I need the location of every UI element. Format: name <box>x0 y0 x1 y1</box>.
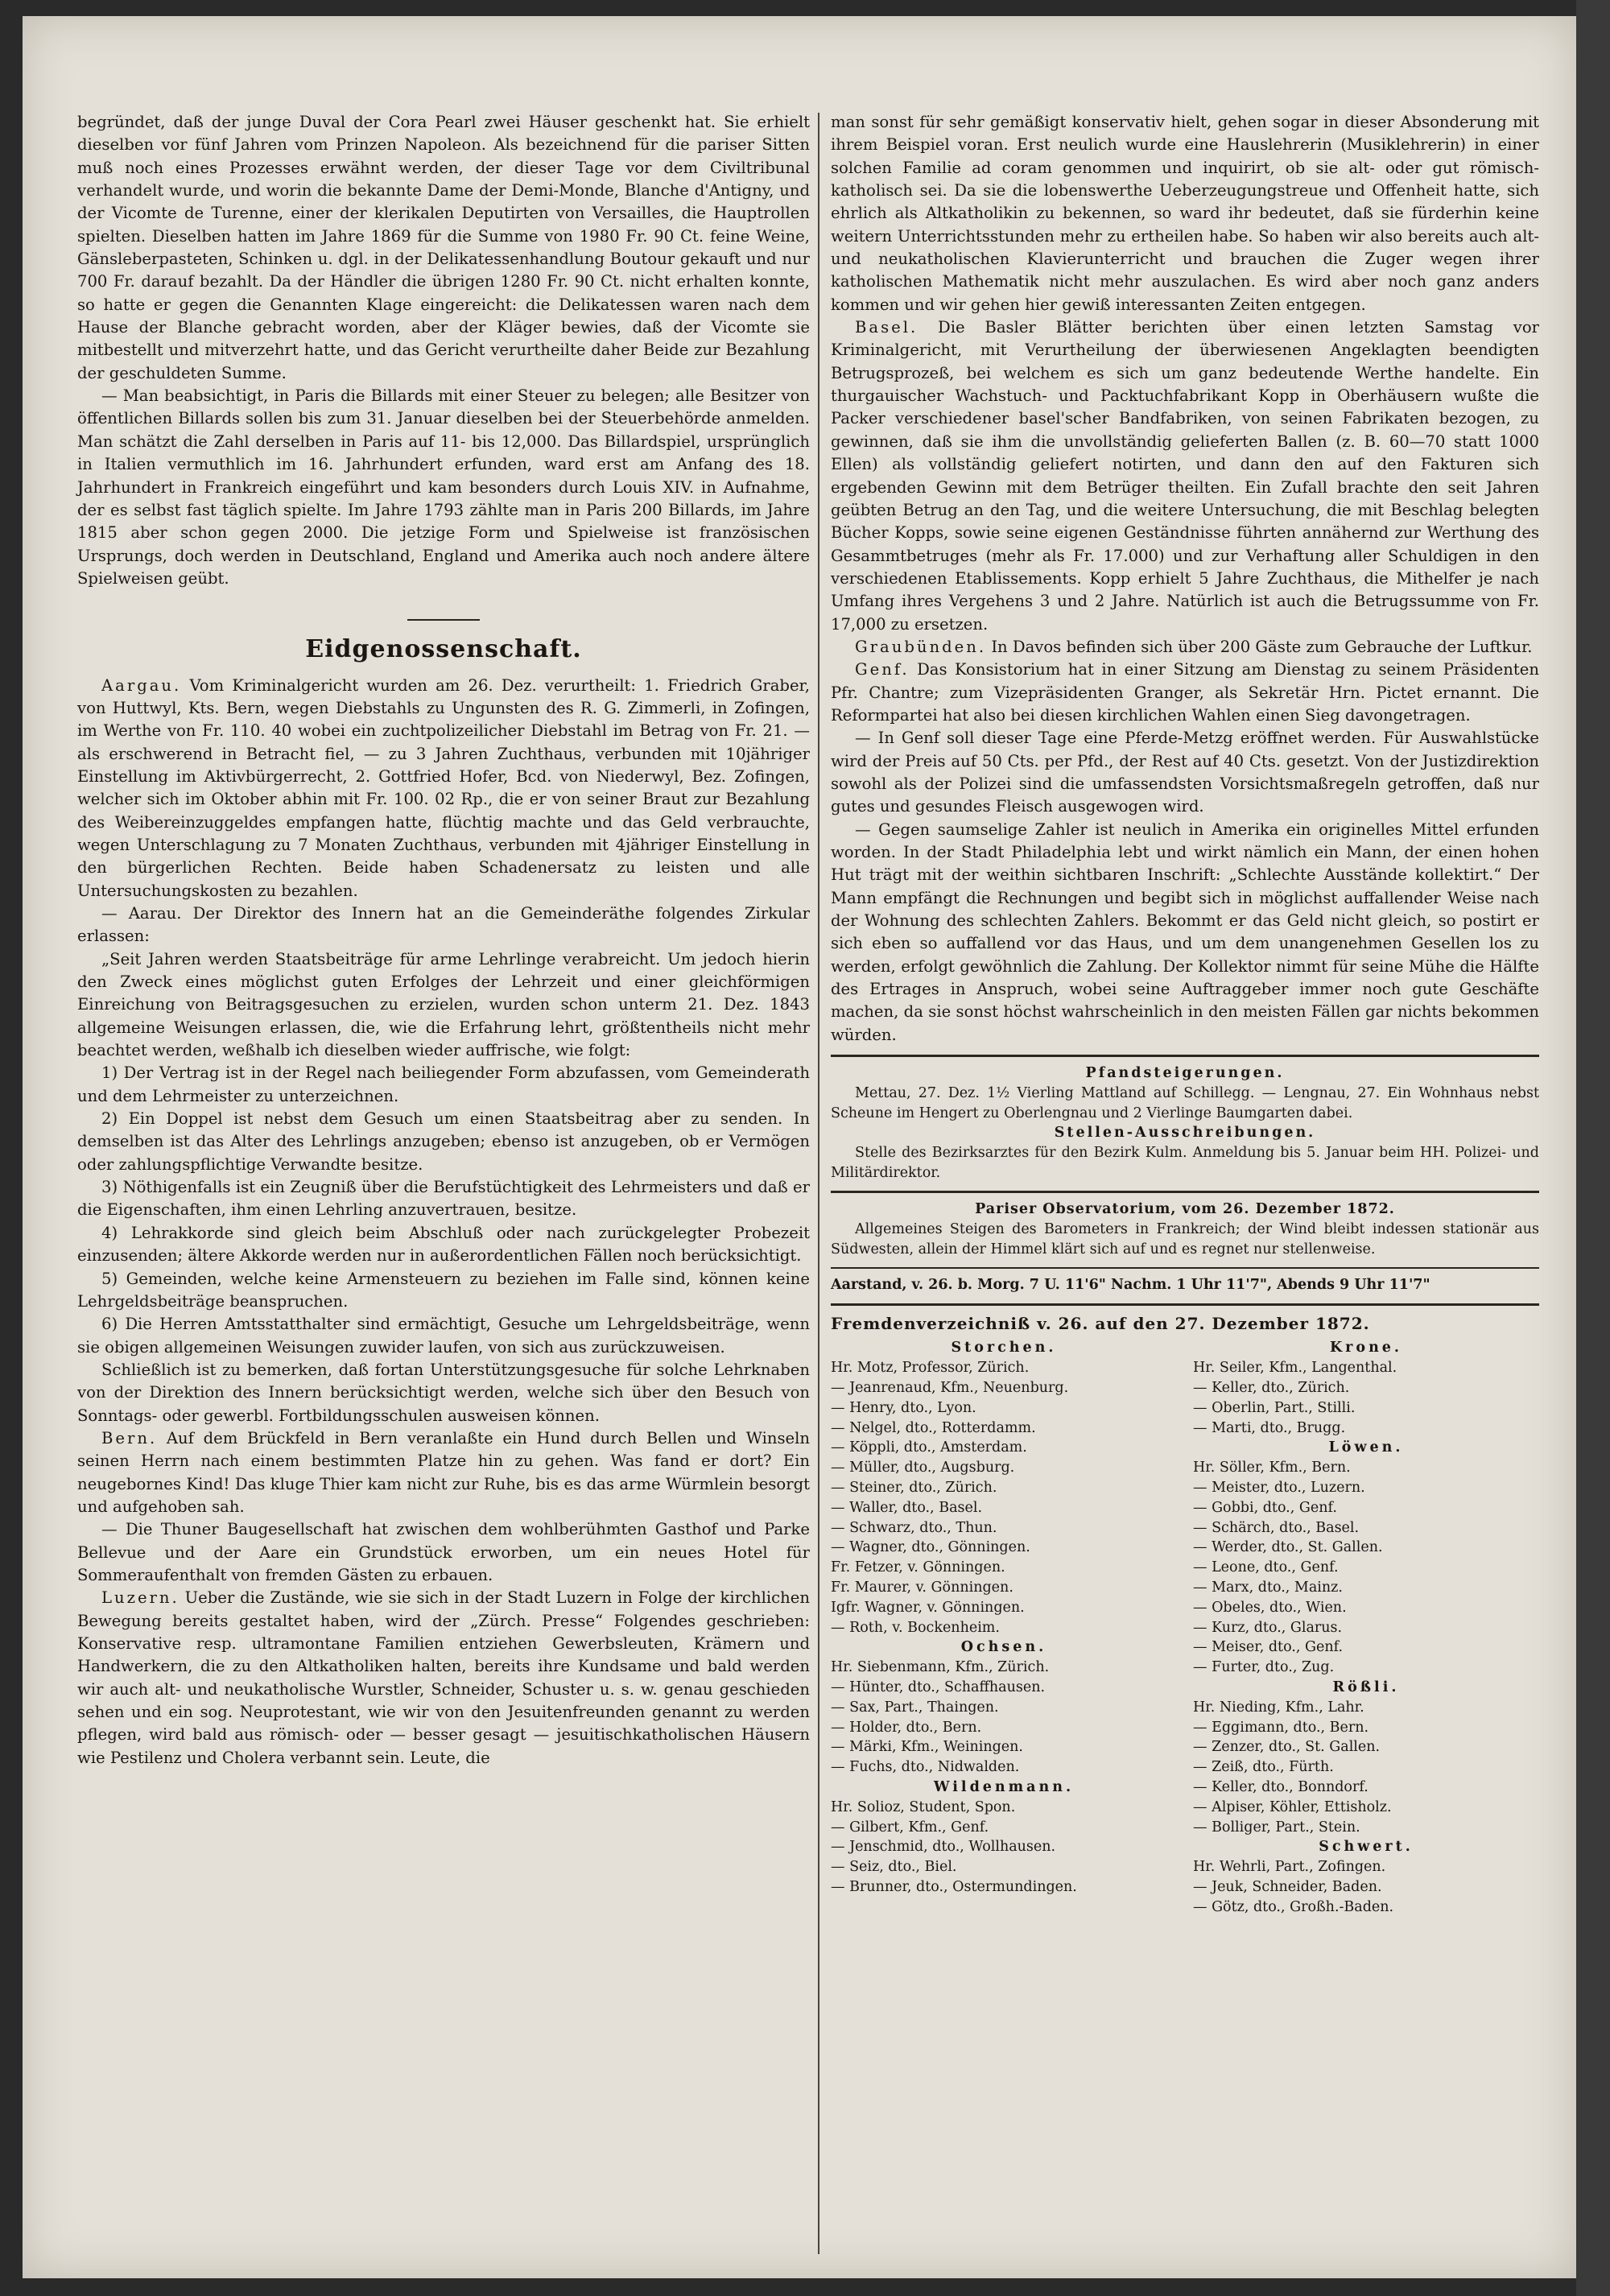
place-genf: Genf. <box>855 660 910 679</box>
guest-entry: — Oberlin, Part., Stilli. <box>1193 1399 1356 1416</box>
luzern-article: Luzern. Ueber die Zustände, wie sie sich in der Stadt Luzern in Folge der kirchlichen Bewegung bereits gestaltet haben, wird der „Zürch. Presse“ Folgendes geschrieben: Konservative resp. ultramontane Familien entziehen Gewerbsleuten, Krämern und Handwerkern, die zu den Altkatholiken halten, bereits ihre Kundsame und bald werden wir auch alt- und neukatholische Wurstler, Schneider, Schuster u. s. w. genau geschieden sehen und ein sog. Neuprotestant, wie wir von den Jesuitenfreunden genannt zu werden pflegen, wird bald aus römisch- oder — besser gesagt — jesuitischkatholischen Häusern wie Pestilenz und Cholera verbannt sein. Leute, die <box>77 1588 810 1767</box>
hotel-heading: Krone. <box>1329 1340 1403 1357</box>
graubuenden-article: Graubünden. In Davos befinden sich über 200 Gäste zum Gebrauche der Luftkur. <box>855 637 1533 656</box>
hotel-heading: Schwert. <box>1319 1839 1414 1856</box>
guest-entry: — Werder, dto., St. Gallen. <box>1193 1539 1383 1556</box>
guest-entry: Hr. Solioz, Student, Spon. <box>831 1798 1016 1815</box>
guest-entry: Hr. Seiler, Kfm., Langenthal. <box>1193 1360 1397 1377</box>
guest-entry: — Steiner, dto., Zürich. <box>831 1480 997 1497</box>
aarau-intro: — Aarau. Der Direktor des Innern hat an die Gemeinderäthe folgendes Zirkular erlassen: <box>77 904 810 946</box>
hotel-heading: Rößli. <box>1332 1679 1400 1696</box>
scan-edge <box>1576 0 1610 2296</box>
newspaper-page <box>23 16 1576 2278</box>
guest-entry: — Schärch, dto., Basel. <box>1193 1519 1360 1536</box>
guest-entry: — Seiz, dto., Biel. <box>831 1859 957 1876</box>
guest-entry: Fr. Fetzer, v. Gönningen. <box>831 1559 1005 1576</box>
rule-aarstand <box>831 1267 1539 1269</box>
hotel-heading: Storchen. <box>951 1340 1057 1357</box>
rule-pfand <box>831 1055 1539 1057</box>
circular-closing: Schließlich ist zu bemerken, daß fortan Unterstützungsgesuche für solche Lehrknaben von der Direktion des Innern berücksichtigt werden, welche sich über den Besuch von Sonntags- oder gewerbl. Fortbildungsschulen ausweisen können. <box>77 1360 810 1425</box>
guest-entry: — Zeiß, dto., Fürth. <box>1193 1759 1334 1776</box>
guest-entry: Fr. Maurer, v. Gönningen. <box>831 1580 1013 1596</box>
billard-article: — Man beabsichtigt, in Paris die Billards mit einer Steuer zu belegen; alle Besitzer von öffentlichen Billards sollen bis zum 31. Januar dieselben bei der Steuerbehörde anmelden. Man schätzt die Zahl derselben in Paris auf 11- bis 12,000. Das Billardspiel, ursprünglich in Italien vermuthlich im 16. Jahrhundert erfunden, ward erst am Anfang des 18. Jahrhundert in Frankreich eingeführt und kam besonders durch Louis XIV. in Aufnahme, der es selbst fast täglich spielte. Im Jahre 1793 zählte man in Paris 200 Billards, im Jahre 1815 aber schon gegen 2000. Die jetzige Form und Spielweise ist französischen Ursprungs, doch werden in Deutschland, England und Amerika auch noch andere ältere Spielweisen geübt. <box>77 386 810 588</box>
circular-item-6: 6) Die Herren Amtsstatthalter sind ermächtigt, Gesuche um Lehrgeldsbeiträge, wenn sie obigen allgemeinen Weisungen zuwider laufen, von sich aus zurückzuweisen. <box>77 1315 810 1357</box>
guest-entry: — Köppli, dto., Amsterdam. <box>831 1439 1027 1456</box>
guest-entry: — Kurz, dto., Glarus. <box>1193 1619 1343 1636</box>
place-aargau: Aargau. <box>101 675 182 695</box>
circular-item-5: 5) Gemeinden, welche keine Armensteuern zu beziehen im Falle sind, können keine Lehrgeldsbeiträge beanspruchen. <box>77 1269 810 1311</box>
circular-text: „Seit Jahren werden Staatsbeiträge für arme Lehrlinge verabreicht. Um jedoch hierin den Zweck eines möglichst guten Erfolges der Lehrzeit und einer gleichförmigen Einreichung von Beitragsgesuchen zu erzielen, wurden schon unterm 21. Dez. 1843 allgemeine Weisungen erlassen, die, wie die Erfahrung lehrt, größtentheils nicht mehr beachtet werden, weßhalb ich dieselben wieder auffrische, wie folgt: <box>77 949 810 1060</box>
observatorium-text: Allgemeines Steigen des Barometers in Frankreich; der Wind bleibt indessen stationär aus Südwesten, allein der Himmel klärt sich auf und es regnet nur stellenweise. <box>831 1221 1539 1257</box>
genf-metzg-article: — In Genf soll dieser Tage eine Pferde-Metzg eröffnet werden. Für Auswahlstücke wird der Preis auf 50 Cts. per Pfd., der Rest auf 40 Cts. gesetzt. Von der Justizdirektion sowohl als der Polizei sind die umfassendsten Vorsichtsmaßregeln getroffen, daß nur gutes und gesundes Fleisch ausgewogen wird. <box>831 729 1539 816</box>
circular-item-2: 2) Ein Doppel ist nebst dem Gesuch um einen Staatsbeitrag aber zu senden. In demselben ist das Alter des Lehrlings anzugeben; ebenso ist anzugeben, ob er Vermögen oder zahlungspflichtige Verwandte besitze. <box>77 1109 810 1174</box>
guest-entry: — Leone, dto., Genf. <box>1193 1559 1339 1576</box>
hotel-heading: Ochsen. <box>960 1639 1047 1656</box>
guest-entry: Hr. Wehrli, Part., Zofingen. <box>1193 1859 1386 1876</box>
guest-entry: — Nelgel, dto., Rotterdamm. <box>831 1419 1036 1436</box>
guest-entry: — Bolliger, Part., Stein. <box>1193 1819 1360 1836</box>
guest-entry: — Wagner, dto., Gönningen. <box>831 1539 1030 1556</box>
guest-entry: — Sax, Part., Thaingen. <box>831 1699 999 1716</box>
guest-entry: Hr. Söller, Kfm., Bern. <box>1193 1460 1351 1476</box>
circular-item-3: 3) Nöthigenfalls ist ein Zeugniß über die Berufstüchtigkeit des Lehrmeisters und daß er die Eigenschaften, ihm einen Lehrling anzuvertrauen, besitze. <box>77 1178 810 1220</box>
guest-entry: — Keller, dto., Bonndorf. <box>1193 1779 1368 1795</box>
guest-entry: — Brunner, dto., Ostermundingen. <box>831 1878 1077 1895</box>
guest-entry: — Jenschmid, dto., Wollhausen. <box>831 1839 1056 1856</box>
hotel-heading: Wildenmann. <box>933 1779 1075 1795</box>
guest-entry: — Zenzer, dto., St. Gallen. <box>1193 1739 1381 1756</box>
guest-entry: — Hünter, dto., Schaffhausen. <box>831 1679 1046 1696</box>
bern-article: Bern. Auf dem Brückfeld in Bern veranlaßte ein Hund durch Bellen und Winseln seinen Herrn nach einem bestimmten Platze hin zu gehen. Was fand er dort? Ein neugebornes Kind! Das kluge Thier kam nicht zur Ruhe, bis es das arme Würmlein besorgt und aufgehoben sah. <box>77 1428 810 1516</box>
rule-fremden <box>831 1303 1539 1306</box>
guest-entry: — Gilbert, Kfm., Genf. <box>831 1819 989 1836</box>
guest-entry: — Henry, dto., Lyon. <box>831 1399 976 1416</box>
place-luzern: Luzern. <box>101 1588 180 1608</box>
guest-entry: — Keller, dto., Zürich. <box>1193 1380 1350 1397</box>
fremdenverzeichnis-title: Fremdenverzeichniß v. 26. auf den 27. Dezember 1872. <box>831 1314 1370 1334</box>
guest-entry: — Alpiser, Köhler, Ettisholz. <box>1193 1798 1392 1815</box>
right-column <box>831 111 1539 1918</box>
basel-article: Basel. Die Basler Blätter berichten über einen letzten Samstag vor Kriminalgericht, mit Verurtheilung der überwiesenen Angeklagten beendigten Betrugsprozeß, bei welchem es sich um ganz bedeutende Werthe handelte. Ein thurgauischer Wachstuch- und Packtuchfabrikant Kopp in Oberhäusern wußte die Packer verschiedener basel'scher Bandfabriken, von seinen Fabrikaten bezogen, zu gewinnen, daß sie ihm die unvollständig gelieferten Ballen (z. B. 60—70 statt 1000 Ellen) als vollständig geliefert notirten, und dann den auf den Fakturen sich ergebenden Gewinn mit dem Betrüger theilten. Ein Zufall brachte den seit Jahren geübten Betrug an den Tag, und die weitere Untersuchung, die mit Beschlag belegten Bücher Kopps, sowie seine eigenen Geständnisse führten annähernd zur Werthung des Gesammtbetruges (mehr als Fr. 17.000) und zur Verhaftung aller Schuldigen in den verschiedenen Etablissements. Kopp erhielt 5 Jahre Zuchthaus, die Mithelfer je nach Umfang ihres Vergehens 3 und 2 Jahre. Natürlich ist auch die Betrugssumme von Fr. 17,000 zu ersetzen. <box>831 318 1539 634</box>
guest-entry: Hr. Siebenmann, Kfm., Zürich. <box>831 1659 1050 1676</box>
guest-entry: — Gobbi, dto., Genf. <box>1193 1499 1337 1516</box>
guest-entry: — Waller, dto., Basel. <box>831 1499 983 1516</box>
fremdenverzeichnis <box>831 1338 1539 1917</box>
circular-item-1: 1) Der Vertrag ist in der Regel nach beiliegender Form abzufassen, vom Gemeinderath und dem Lehrmeister zu unterzeichnen. <box>77 1063 810 1105</box>
place-bern: Bern. <box>101 1428 158 1447</box>
guest-entry: — Fuchs, dto., Nidwalden. <box>831 1759 1020 1776</box>
guest-entry: — Jeuk, Schneider, Baden. <box>1193 1878 1382 1895</box>
fremden-list-left <box>831 1338 1177 1917</box>
fremden-list-right <box>1193 1338 1539 1917</box>
guest-entry: Igfr. Wagner, v. Gönningen. <box>831 1599 1025 1616</box>
guest-entry: — Furter, dto., Zug. <box>1193 1659 1335 1676</box>
thun-article: — Die Thuner Baugesellschaft hat zwischen dem wohlberühmten Gasthof und Parke Bellevue und der Aare ein Grundstück erworben, um ein neues Hotel für Sommeraufenthalt von fremden Gästen zu erbauen. <box>77 1520 810 1584</box>
guest-entry: — Meister, dto., Luzern. <box>1193 1480 1365 1497</box>
guest-entry: — Meiser, dto., Genf. <box>1193 1639 1344 1656</box>
guest-entry: — Götz, dto., Großh.-Baden. <box>1193 1898 1394 1915</box>
aargau-article: Aargau. Vom Kriminalgericht wurden am 26. Dez. verurtheilt: 1. Friedrich Graber, von Huttwyl, Kts. Bern, wegen Diebstahls zu Ungunsten des R. G. Zimmerli, in Zofingen, im Werthe von Fr. 110. 40 wobei ein zuchtpolizeilicher Diebstahl im Betrag von Fr. 21. — als erschwerend in Betracht fiel, — zu 3 Jahren Zuchthaus, verbunden mit 10jähriger Einstellung im Aktivbürgerrecht, 2. Gottfried Hofer, Bcd. von Niederwyl, Bez. Zofingen, welcher sich im Oktober abhin mit Fr. 100. 02 Rp., die er von seiner Braut zur Bezahlung des Weibereinzuggeldes empfangen hatte, flüchtig machte und das Geld verbrauchte, wegen Unterschlagung zu 7 Monaten Zuchthaus, verbunden mit 4jähriger Einstellung in den bürgerlichen Rechten. Beide haben Schadenersatz zu leisten und alle Untersuchungskosten zu bezahlen. <box>77 675 810 900</box>
guest-entry: — Müller, dto., Augsburg. <box>831 1460 1015 1476</box>
paris-duval-article: begründet, daß der junge Duval der Cora Pearl zwei Häuser geschenkt hat. Sie erhielt dieselben vor fünf Jahren vom Prinzen Napoleon. Als bezeichnend für die pariser Sitten muß noch eines Prozesses erwähnt werden, der dieser Tage vor dem Civiltribunal verhandelt wurde, und worin die bekannte Dame der Demi-Monde, Blanche d'Antigny, und der Vicomte de Turenne, einer der klerikalen Deputirten von Versailles, die Hauptrollen spielten. Dieselben hatten im Jahre 1869 für die Summe von 1980 Fr. 90 Ct. feine Weine, Gänsleberpasteten, Schinken u. dgl. in der Delikatessenhandlung Boutour gekauft und nur 700 Fr. darauf bezahlt. Da der Händler die übrigen 1280 Fr. 90 Ct. nicht erhalten konnte, so hatte er gegen die Genannten Klage eingereicht: die Delikatessen waren nach dem Hause der Blanche gebracht worden, aber der Kläger bewies, daß der Vicomte sie mitbestellt und mitverzehrt hatte, und das Gericht verurtheilte daher Beide zur Bezahlung der geschuldeten Summe. <box>77 113 810 382</box>
guest-entry: — Eggimann, dto., Bern. <box>1193 1719 1369 1736</box>
pfand-text: Mettau, 27. Dez. 1½ Vierling Mattland auf Schillegg. — Lengnau, 27. Ein Wohnhaus nebst Scheune im Hengert zu Oberlengnau und 2 Vierlinge Baumgarten dabei. <box>831 1084 1539 1121</box>
hotel-heading: Löwen. <box>1328 1439 1404 1456</box>
amerika-article: — Gegen saumselige Zahler ist neulich in Amerika ein originelles Mittel erfunden worden. In der Stadt Philadelphia lebt und wirkt nämlich ein Mann, der einen hohen Hut trägt mit der weithin sichtbaren Inschrift: „Schlechte Ausstände kollektirt.“ Der Mann empfängt die Rechnungen und begibt sich in möglichst auffallender Weise nach der Wohnung des schlechten Zahlers. Bekommt er das Geld nicht gleich, so postirt er sich eben so auffallend vor das Haus, und um dem unangenehmen Gesellen los zu werden, erfolgt gewöhnlich die Zahlung. Der Kollektor nimmt für seine Mühe die Hälfte des Ertrages in Anspruch, wobei seine Auftraggeber immer noch gute Geschäfte machen, da sie sonst höchst wahrscheinlich in den meisten Fällen gar nichts bekommen würden. <box>831 820 1539 1044</box>
place-basel: Basel. <box>855 318 919 337</box>
guest-entry: — Obeles, dto., Wien. <box>1193 1599 1347 1616</box>
guest-entry: Hr. Motz, Professor, Zürich. <box>831 1360 1030 1377</box>
guest-entry: — Märki, Kfm., Weiningen. <box>831 1739 1023 1756</box>
stellen-text: Stelle des Bezirksarztes für den Bezirk Kulm. Anmeldung bis 5. Januar beim HH. Polizei- und Militärdirektor. <box>831 1144 1539 1181</box>
guest-entry: — Marx, dto., Mainz. <box>1193 1580 1343 1596</box>
guest-entry: — Roth, v. Bockenheim. <box>831 1619 1000 1636</box>
guest-entry: — Marti, dto., Brugg. <box>1193 1419 1346 1436</box>
aarstand-text: Aarstand, v. 26. b. Morg. 7 U. 11'6" Nachm. 1 Uhr 11'7", Abends 9 Uhr 11'7" <box>831 1277 1430 1294</box>
stellen-title: Stellen-Ausschreibungen. <box>1054 1125 1316 1142</box>
guest-entry: — Holder, dto., Bern. <box>831 1719 982 1736</box>
guest-entry: Hr. Nieding, Kfm., Lahr. <box>1193 1699 1364 1716</box>
rule-observatorium <box>831 1191 1539 1193</box>
place-graubuenden: Graubünden. <box>855 637 987 656</box>
pfand-title: Pfandsteigerungen. <box>1085 1065 1285 1082</box>
guest-entry: — Jeanrenaud, Kfm., Neuenburg. <box>831 1380 1069 1397</box>
genf-article: Genf. Das Konsistorium hat in einer Sitzung am Dienstag zu seinem Präsidenten Pfr. Chantre; zum Vizepräsidenten Granger, als Sekretär Hrn. Pictet ernannt. Die Reformpartei hat also bei diesen kirchlichen Wahlen einen Sieg davongetragen. <box>831 660 1539 725</box>
left-column <box>77 111 810 1769</box>
guest-entry: — Schwarz, dto., Thun. <box>831 1519 997 1536</box>
observatorium-title: Pariser Observatorium, vom 26. Dezember 1872. <box>975 1201 1395 1218</box>
column-divider <box>818 113 819 2254</box>
section-title: Eidgenossenschaft. <box>77 619 810 661</box>
luzern-continued: man sonst für sehr gemäßigt konservativ hielt, gehen sogar in dieser Absonderung mit ihrem Beispiel voran. Erst neulich wurde eine Hauslehrerin (Musiklehrerin) in einer solchen Familie ad coram genommen und inquirirt, ob sie alt- oder gut römisch-katholisch sei. Da sie die lobenswerthe Ueberzeugungstreue und Offenheit hatte, sich ehrlich als Altkatholikin zu bekennen, so ward ihr bedeutet, daß sie fürderhin keine weitern Unterrichtsstunden mehr zu ertheilen habe. So haben wir also bereits auch alt- und neukatholischen Klavierunterricht und brauchen die Zuger wegen ihrer katholischen Mathematik nicht mehr auszulachen. Es wird aber noch ganz anders kommen und wir gehen hier gewiß interessanten Zeiten entgegen. <box>831 113 1539 314</box>
circular-item-4: 4) Lehrakkorde sind gleich beim Abschluß oder nach zurückgelegter Probezeit einzusenden; ältere Akkorde werden nur in außerordentlichen Fällen noch berücksichtigt. <box>77 1223 810 1266</box>
